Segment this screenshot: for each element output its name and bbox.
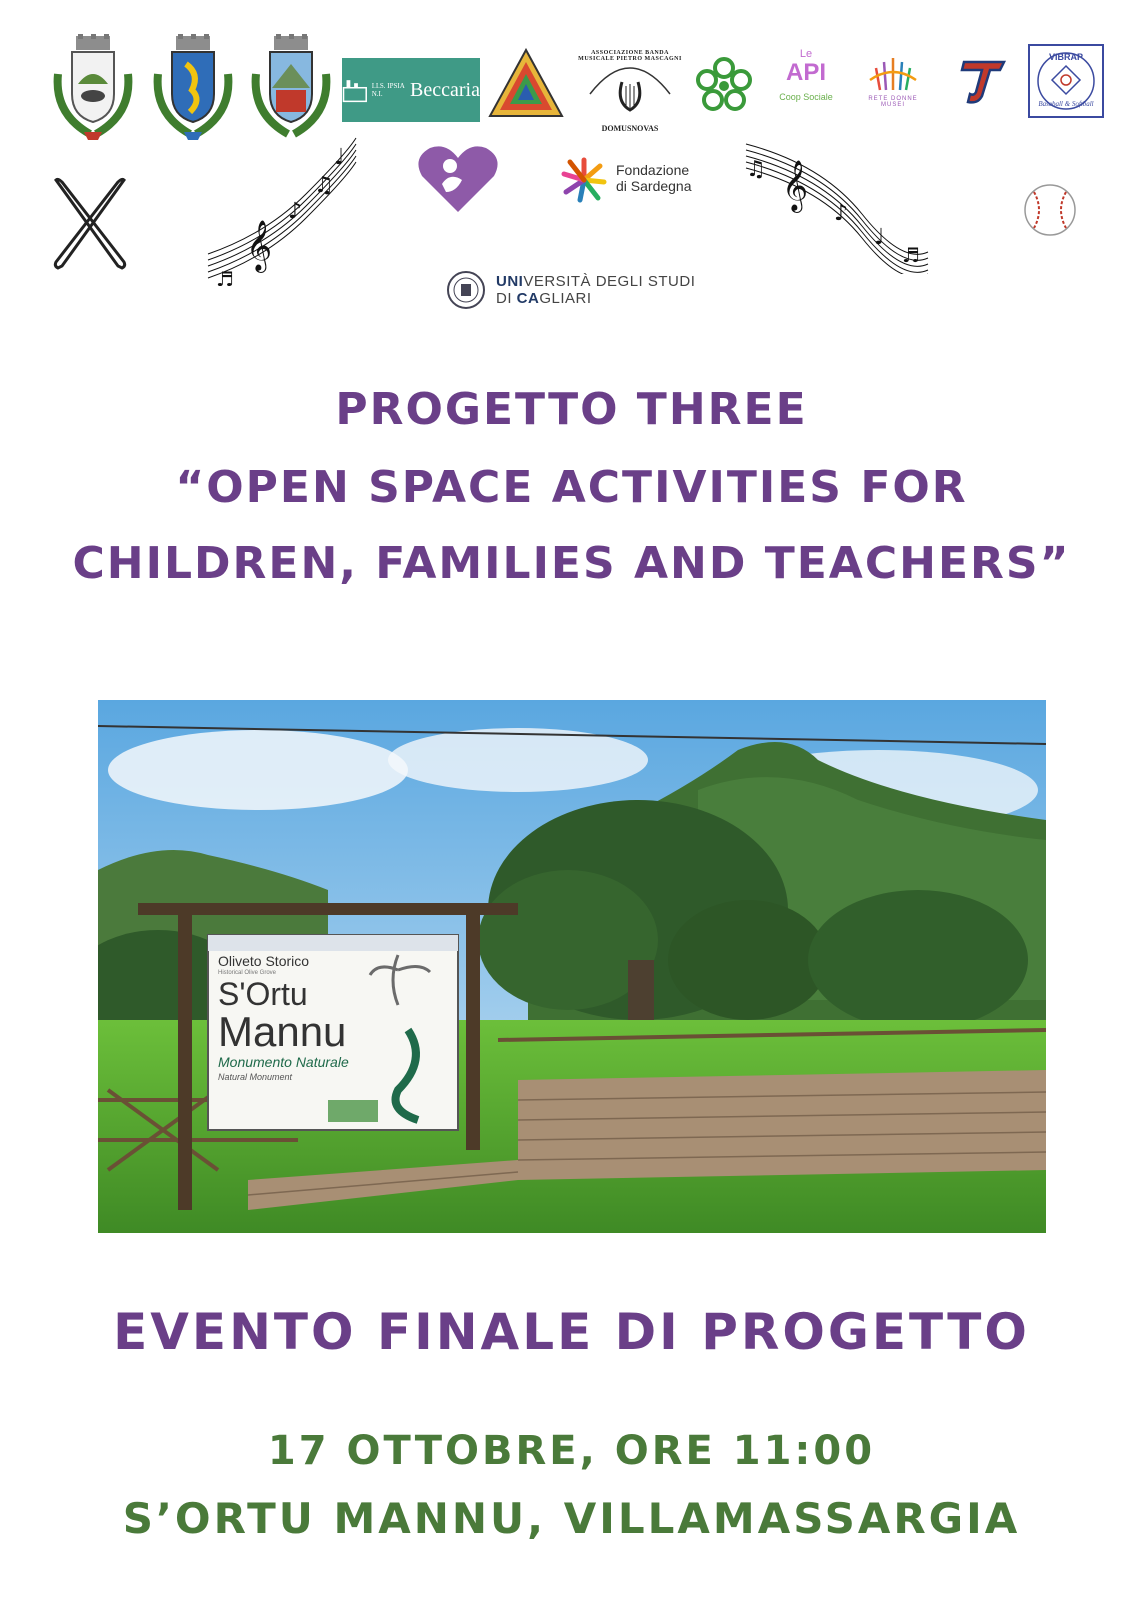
factory-icon xyxy=(342,73,368,107)
beccaria-name: Beccaria xyxy=(410,78,480,101)
svg-text:♪: ♪ xyxy=(834,201,849,226)
triangle-logo-icon xyxy=(488,48,564,120)
headline-line-3: CHILDREN, FAMILIES AND TEACHERS” xyxy=(72,538,1071,589)
unica-l1-rest: VERSITÀ DEGLI STUDI xyxy=(523,273,696,290)
svg-text:♬: ♬ xyxy=(902,243,920,267)
sign-line-2: S'Ortu xyxy=(218,976,308,1012)
music-notes-right-icon xyxy=(742,134,932,274)
baseball-icon xyxy=(1022,182,1078,238)
vibrap-top-text: VIBRAP xyxy=(1048,52,1083,62)
svg-text:𝄞: 𝄞 xyxy=(782,160,809,211)
vibrap-logo xyxy=(1028,44,1104,118)
crossed-bats-icon xyxy=(50,176,130,272)
unica-text xyxy=(496,273,695,307)
sign-line-4: Monumento Naturale xyxy=(218,1054,349,1070)
api-main-text: API xyxy=(785,59,826,86)
banda-musicale-logo xyxy=(576,48,684,134)
event-title: EVENTO FINALE DI PROGETTO xyxy=(113,1303,1030,1361)
svg-text:♩: ♩ xyxy=(874,225,885,250)
rete-donne-musei-logo xyxy=(856,50,930,124)
svg-text:♩: ♩ xyxy=(334,145,345,170)
event-date-time: 17 OTTOBRE, ORE 11:00 xyxy=(267,1428,876,1474)
j-team-logo-icon xyxy=(954,52,1010,108)
le-api-logo xyxy=(776,48,836,124)
fondazione-line2: di Sardegna xyxy=(616,178,692,194)
vibrap-bottom-text: Baseball & Softball xyxy=(1038,100,1094,108)
svg-text:𝄞: 𝄞 xyxy=(246,220,273,271)
svg-text:♫: ♫ xyxy=(314,173,334,198)
svg-text:♪: ♪ xyxy=(288,199,303,224)
fondazione-sardegna-logo xyxy=(560,156,720,206)
rete-label: RETE DONNE MUSEI xyxy=(868,96,918,108)
municipal-crest-3-icon xyxy=(246,34,336,142)
municipal-crest-1-icon xyxy=(48,34,138,142)
sign-text xyxy=(218,954,408,1083)
flower-logo-icon xyxy=(694,56,754,116)
headline-line-2: “OPEN SPACE ACTIVITIES FOR xyxy=(175,462,968,513)
svg-text:♫: ♫ xyxy=(746,157,766,182)
sign-line-5: Natural Monument xyxy=(218,1072,293,1082)
unica-l2-pre: DI xyxy=(496,290,517,307)
api-sub-text: Coop Sociale xyxy=(779,92,833,102)
beccaria-small-text: I.I.S. IPSIA N.I. xyxy=(371,82,405,98)
unica-l2-rest: GLIARI xyxy=(539,290,592,307)
fondazione-star-icon xyxy=(560,156,608,204)
unica-l1-bold: UNI xyxy=(496,273,524,290)
university-seal-icon xyxy=(446,270,486,310)
api-top-text: Le xyxy=(799,48,813,60)
music-notes-left-icon xyxy=(206,134,362,286)
universita-cagliari-logo xyxy=(446,270,706,312)
sign-line-3: Mannu xyxy=(218,1008,347,1055)
event-location: S’ORTU MANNU, VILLAMASSARGIA xyxy=(122,1494,1021,1543)
unica-l2-bold: CA xyxy=(516,290,540,307)
banda-place: DOMUSNOVAS xyxy=(601,124,659,133)
headline-line-1: PROGETTO THREE xyxy=(335,384,808,435)
sign-line-1: Oliveto Storico xyxy=(218,953,310,969)
sponsor-logo-row xyxy=(0,34,1143,144)
banda-label: ASSOCIAZIONE BANDA MUSICALE PIETRO MASCAGNI xyxy=(578,50,682,62)
sign-line-1-sub: Historical Olive Grove xyxy=(218,970,277,976)
landscape-photo xyxy=(98,700,1046,1233)
svg-text:♬: ♬ xyxy=(216,267,234,286)
beccaria-logo xyxy=(342,58,480,122)
fondazione-text xyxy=(616,162,692,194)
municipal-crest-2-icon xyxy=(148,34,238,142)
heart-family-icon xyxy=(416,144,500,214)
fondazione-line1: Fondazione xyxy=(616,162,690,178)
